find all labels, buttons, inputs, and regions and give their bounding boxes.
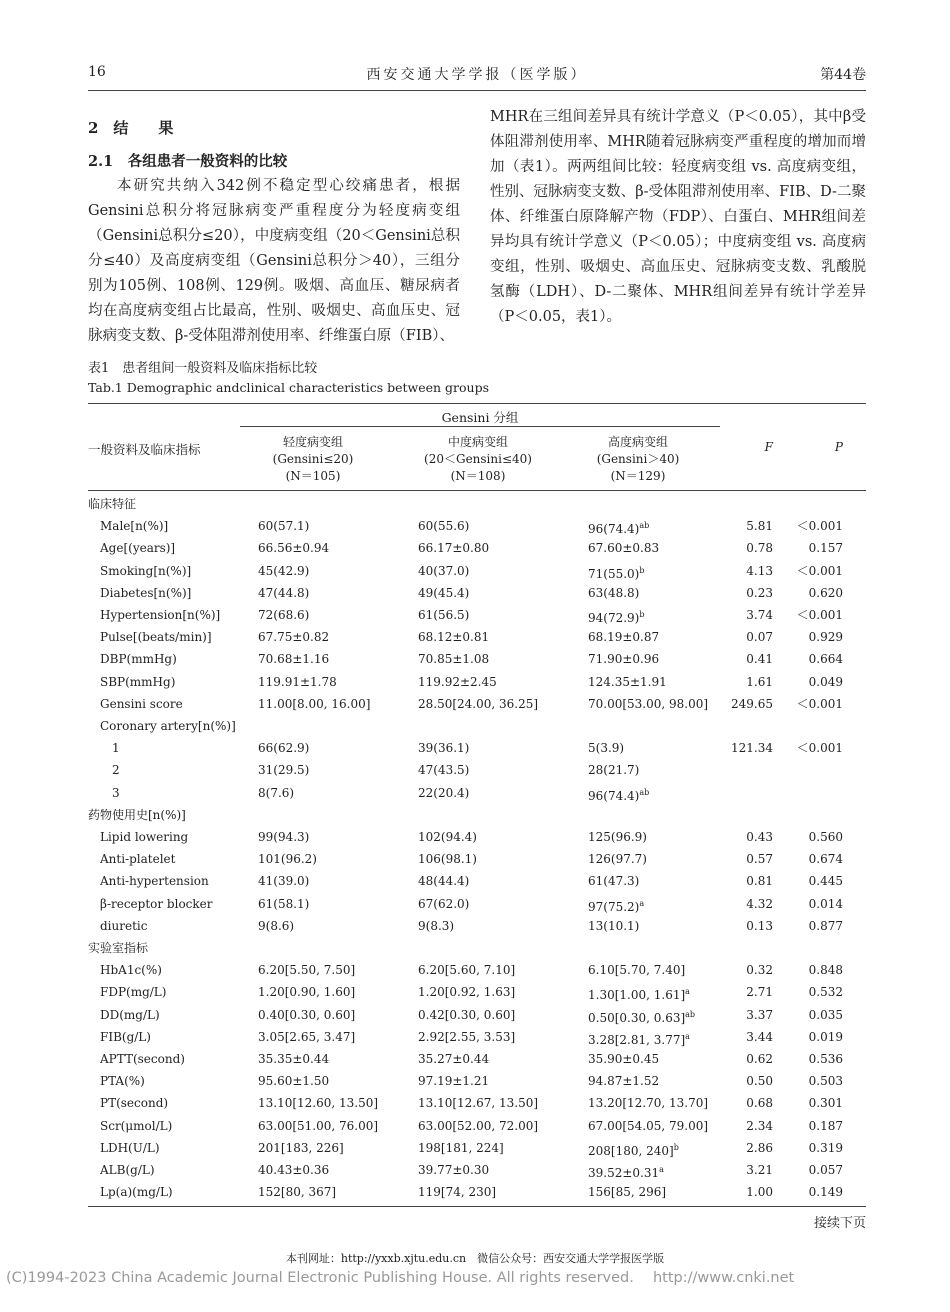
cell-severe: 94.87±1.52 xyxy=(588,1074,660,1089)
cell-mild: 31(29.5) xyxy=(258,763,310,778)
cell-f: 3.44 xyxy=(746,1029,773,1044)
cell-p: 0.187 xyxy=(808,1118,843,1133)
cell-severe: 35.90±0.45 xyxy=(588,1052,660,1066)
row-label: ALB(g/L) xyxy=(100,1163,155,1177)
table-row xyxy=(88,937,866,959)
significance-mark: a xyxy=(639,898,645,908)
table-row xyxy=(88,1181,866,1203)
cell-severe: 67.60±0.83 xyxy=(588,541,660,556)
row-label: Gensini score xyxy=(100,696,183,711)
cell-mild: 3.05[2.65, 3.47] xyxy=(258,1029,356,1044)
significance-mark: a xyxy=(685,987,690,997)
cell-severe-value: 208[180, 240] xyxy=(588,1143,674,1158)
row-label: SBP(mmHg) xyxy=(100,674,176,689)
cell-mild: 72(68.6) xyxy=(258,608,310,622)
cell-severe-value: 96(74.4) xyxy=(588,788,640,803)
table-row xyxy=(88,537,866,559)
group-name: 中度病变组 xyxy=(447,435,508,449)
cell-mild: 6.20[5.50, 7.50] xyxy=(258,963,356,978)
table-row xyxy=(88,1048,866,1070)
cell-p: 0.057 xyxy=(808,1163,843,1177)
significance-mark: a xyxy=(659,1165,664,1174)
table-row xyxy=(88,804,866,826)
table-row xyxy=(88,648,866,670)
row-label: Age[(years)] xyxy=(100,541,176,556)
row-label: 临床特征 xyxy=(88,497,137,511)
cell-mild: 95.60±1.50 xyxy=(258,1074,330,1089)
col-header-p: P xyxy=(834,440,843,454)
row-label: Scr(μmol/L) xyxy=(100,1118,173,1133)
cell-mild: 9(8.6) xyxy=(258,918,295,933)
cell-f: 1.00 xyxy=(746,1185,773,1200)
row-label: PTA(%) xyxy=(100,1074,145,1089)
row-label: Hypertension[n(%)] xyxy=(100,608,221,622)
cell-mild: 119.91±1.78 xyxy=(258,674,337,689)
group-rule xyxy=(240,426,720,427)
cell-f: 121.34 xyxy=(731,741,773,756)
cell-severe: 67.00[54.05, 79.00] xyxy=(588,1118,709,1133)
cell-moderate: 0.42[0.30, 0.60] xyxy=(418,1007,516,1022)
table-row xyxy=(88,715,866,737)
cell-mild: 67.75±0.82 xyxy=(258,630,330,645)
cell-p: 0.560 xyxy=(808,830,843,844)
cell-severe: 13.20[12.70, 13.70] xyxy=(588,1096,709,1111)
cell-p: ＜0.001 xyxy=(796,608,843,622)
significance-mark: ab xyxy=(639,521,650,531)
cell-p: 0.536 xyxy=(808,1052,843,1066)
table-row xyxy=(88,560,866,582)
cell-p: 0.503 xyxy=(808,1074,843,1089)
cell-moderate: 106(98.1) xyxy=(418,852,477,867)
cell-severe: 68.19±0.87 xyxy=(588,630,660,645)
table-row xyxy=(88,1026,866,1048)
table-row xyxy=(88,848,866,870)
cell-severe: 126(97.7) xyxy=(588,852,647,867)
cell-severe: 125(96.9) xyxy=(588,830,647,844)
table-row xyxy=(88,1070,866,1092)
table-row xyxy=(88,870,866,892)
row-label: diuretic xyxy=(100,918,148,933)
cell-p: 0.848 xyxy=(808,963,843,978)
cell-moderate: 1.20[0.92, 1.63] xyxy=(418,985,516,1000)
cell-p: ＜0.001 xyxy=(796,741,843,756)
cell-moderate: 68.12±0.81 xyxy=(418,630,490,645)
significance-mark: ab xyxy=(639,787,650,797)
row-label: Lipid lowering xyxy=(100,830,189,844)
cell-moderate: 61(56.5) xyxy=(418,608,470,622)
row-label: Anti-platelet xyxy=(100,852,176,867)
group-name: 轻度病变组 xyxy=(282,435,343,449)
group-range: (Gensini＞40) xyxy=(596,452,680,466)
cell-severe: 124.35±1.91 xyxy=(588,674,667,689)
cell-p: 0.445 xyxy=(808,874,843,889)
cell-mild: 66(62.9) xyxy=(258,741,310,756)
cell-mild: 60(57.1) xyxy=(258,519,310,534)
group-range: (20＜Gensini≤40) xyxy=(424,452,532,466)
cell-mild: 66.56±0.94 xyxy=(258,541,330,556)
cell-mild: 41(39.0) xyxy=(258,874,310,889)
cell-f: 0.23 xyxy=(746,585,773,600)
table-row xyxy=(88,959,866,981)
row-label: 3 xyxy=(112,785,120,800)
cell-severe: 70.00[53.00, 98.00] xyxy=(588,696,709,711)
cell-severe-value: 71(55.0) xyxy=(588,566,640,581)
cell-moderate: 13.10[12.67, 13.50] xyxy=(418,1096,539,1111)
significance-mark: b xyxy=(639,610,645,619)
cell-severe: 71.90±0.96 xyxy=(588,652,660,667)
table-row xyxy=(88,782,866,804)
table-caption-cn: 表1 患者组间一般资料及临床指标比较 xyxy=(88,361,318,376)
table-row xyxy=(88,671,866,693)
cell-mild: 63.00[51.00, 76.00] xyxy=(258,1118,379,1133)
cell-moderate: 60(55.6) xyxy=(418,519,470,534)
col-header-f: F xyxy=(764,440,773,454)
cell-f: 0.62 xyxy=(746,1052,773,1066)
group-range: (Gensini≤20) xyxy=(272,452,354,466)
table-row xyxy=(88,737,866,759)
subsection-heading: 2.1 各组患者一般资料的比较 xyxy=(88,153,288,170)
cell-severe: 156[85, 296] xyxy=(588,1185,667,1200)
table-row xyxy=(88,759,866,781)
cell-f: 0.13 xyxy=(746,918,773,933)
cell-p: 0.877 xyxy=(808,918,843,933)
cell-mild: 47(44.8) xyxy=(258,585,310,600)
cell-p: 0.674 xyxy=(808,852,843,867)
body-paragraph-left: 本研究共纳入342例不稳定型心绞痛患者，根据Gensini总积分将冠脉病变严重程度分为轻度病变组（Gensini总积分≤20），中度病变组（20＜Gensini总积分≤40）及高度病变组（Gensini总积分＞40），三组分别为105例、108例、129例。吸烟、高血压、糖尿病者均在高度病变组占比最高，性别、吸烟史、高血压史、冠脉病变支数、β-受体阻滞剂使用率、纤维蛋白原（FIB）、 xyxy=(88,178,460,344)
significance-mark: ab xyxy=(685,1009,696,1019)
volume-label: 第44卷 xyxy=(820,67,866,83)
cell-mild: 45(42.9) xyxy=(258,563,310,578)
significance-mark: b xyxy=(639,565,645,575)
table-caption-en: Tab.1 Demographic andclinical characteristics between groups xyxy=(88,380,490,395)
cell-moderate: 9(8.3) xyxy=(418,918,455,933)
row-label: β-receptor blocker xyxy=(100,896,213,911)
row-label: 药物使用史[n(%)] xyxy=(88,807,186,822)
cell-severe-value: 39.52±0.31 xyxy=(588,1166,660,1180)
group-n: (N＝108) xyxy=(450,469,506,483)
cell-f: 4.13 xyxy=(746,563,773,578)
row-label: Anti-hypertension xyxy=(100,874,209,889)
col-header-moderate xyxy=(408,434,548,485)
table-row xyxy=(88,1115,866,1137)
cell-severe: 5(3.9) xyxy=(588,741,625,756)
left-column xyxy=(88,116,460,349)
body-paragraph-right: MHR在三组间差异具有统计学意义（P＜0.05），其中β受体阻滞剂使用率、MHR随着冠脉病变严重程度的增加而增加（表1）。两两组间比较：轻度病变组 vs. 高度病变组，性别、冠脉病变支数、β-受体阻滞剂使用率、FIB、D-二聚体、纤维蛋白原降解产物（FDP）、白蛋白、MHR组间差异均具有统计学意义（P＜0.05）；中度病变组 vs. 高度病变组，性别、吸烟史、高血压史、冠脉病变支数、乳酸脱氢酶（LDH）、D-二聚体、MHR组间差异有统计学差异（P＜0.05，表1）。 xyxy=(490,109,866,325)
cell-mild: 99(94.3) xyxy=(258,830,310,844)
cell-f: 3.74 xyxy=(746,608,773,622)
cell-moderate: 102(94.4) xyxy=(418,830,477,844)
cell-mild: 40.43±0.36 xyxy=(258,1163,330,1177)
cell-mild: 8(7.6) xyxy=(258,785,295,800)
cell-moderate: 63.00[52.00, 72.00] xyxy=(418,1118,539,1133)
cell-moderate: 119.92±2.45 xyxy=(418,674,497,689)
group-header: Gensini 分组 xyxy=(441,410,519,425)
cell-f: 3.37 xyxy=(746,1007,773,1022)
row-label: APTT(second) xyxy=(100,1052,185,1066)
row-label: Smoking[n(%)] xyxy=(100,563,192,578)
row-label: 1 xyxy=(112,741,120,756)
cell-moderate: 2.92[2.55, 3.53] xyxy=(418,1029,516,1044)
cell-p: 0.049 xyxy=(808,674,843,689)
cell-moderate: 49(45.4) xyxy=(418,585,470,600)
cell-mild: 35.35±0.44 xyxy=(258,1052,330,1066)
cell-f: 0.78 xyxy=(746,541,773,556)
table-top-rule xyxy=(88,403,866,404)
table-row xyxy=(88,1092,866,1114)
col-header-item: 一般资料及临床指标 xyxy=(88,442,201,457)
table-row xyxy=(88,515,866,537)
table-row xyxy=(88,826,866,848)
row-label: DD(mg/L) xyxy=(100,1007,160,1022)
cell-f: 0.32 xyxy=(746,963,773,978)
cell-mild: 101(96.2) xyxy=(258,852,317,867)
table-row xyxy=(88,1137,866,1159)
page-number: 16 xyxy=(88,64,106,80)
table-row xyxy=(88,693,866,715)
cell-p: 0.929 xyxy=(808,630,843,645)
cell-severe-value: 96(74.4) xyxy=(588,522,640,537)
group-n: (N＝105) xyxy=(285,469,341,483)
cell-f: 2.34 xyxy=(746,1118,773,1133)
row-label: DBP(mmHg) xyxy=(100,652,177,667)
table-row xyxy=(88,1004,866,1026)
cell-severe: 63(48.8) xyxy=(588,585,640,600)
cell-severe: 28(21.7) xyxy=(588,763,640,778)
copyright-watermark: (C)1994-2023 China Academic Journal Electronic Publishing House. All rights reserved. http://www.cnki.net xyxy=(6,1270,795,1286)
row-label: Pulse[(beats/min)] xyxy=(100,630,212,645)
cell-severe-value: 3.28[2.81, 3.77] xyxy=(588,1032,686,1047)
cell-f: 0.50 xyxy=(746,1074,773,1089)
cell-mild: 0.40[0.30, 0.60] xyxy=(258,1007,356,1022)
table-row xyxy=(88,981,866,1003)
cell-f: 1.61 xyxy=(746,674,773,689)
row-label: PT(second) xyxy=(100,1096,169,1111)
cell-p: 0.149 xyxy=(808,1185,843,1200)
cell-mild: 201[183, 226] xyxy=(258,1140,344,1155)
table-row xyxy=(88,582,866,604)
cell-moderate: 70.85±1.08 xyxy=(418,652,490,667)
cell-f: 0.41 xyxy=(746,652,773,667)
row-label: Diabetes[n(%)] xyxy=(100,585,192,600)
cell-f: 0.07 xyxy=(746,630,773,645)
cell-moderate: 39(36.1) xyxy=(418,741,470,756)
cell-moderate: 22(20.4) xyxy=(418,785,470,800)
cell-moderate: 39.77±0.30 xyxy=(418,1163,490,1177)
cell-mild: 13.10[12.60, 13.50] xyxy=(258,1096,379,1111)
cell-severe: 61(47.3) xyxy=(588,874,640,889)
cell-f: 0.68 xyxy=(746,1096,773,1111)
row-label: FDP(mg/L) xyxy=(100,985,167,1000)
cell-p: 0.532 xyxy=(808,985,843,1000)
group-n: (N＝129) xyxy=(610,469,666,483)
cell-p: 0.301 xyxy=(808,1096,843,1111)
cell-f: 3.21 xyxy=(746,1163,773,1177)
cell-p: 0.014 xyxy=(808,896,843,911)
cell-p: 0.019 xyxy=(808,1029,843,1044)
cell-moderate: 67(62.0) xyxy=(418,896,470,911)
cell-p: 0.620 xyxy=(808,585,843,600)
cell-f: 2.86 xyxy=(746,1140,773,1155)
table-row xyxy=(88,626,866,648)
header-rule xyxy=(88,90,866,91)
cell-p: ＜0.001 xyxy=(796,563,843,578)
table-bottom-rule xyxy=(88,1206,866,1207)
cell-severe-value: 97(75.2) xyxy=(588,899,640,914)
cell-moderate: 198[181, 224] xyxy=(418,1140,504,1155)
running-header xyxy=(88,64,866,84)
col-header-mild xyxy=(253,434,373,485)
significance-mark: b xyxy=(673,1142,679,1152)
cell-f: 0.43 xyxy=(746,830,773,844)
journal-title: 西安交通大学学报（医学版） xyxy=(366,67,588,83)
right-column xyxy=(490,105,866,330)
cell-f: 0.57 xyxy=(746,852,773,867)
cell-mild: 70.68±1.16 xyxy=(258,652,330,667)
cell-mild: 152[80, 367] xyxy=(258,1185,337,1200)
row-label: 2 xyxy=(112,763,120,778)
table-row xyxy=(88,1159,866,1181)
table-row xyxy=(88,893,866,915)
cell-severe-value: 0.50[0.30, 0.63] xyxy=(588,1010,686,1025)
cell-p: 0.319 xyxy=(808,1140,843,1155)
cell-mild: 1.20[0.90, 1.60] xyxy=(258,985,356,1000)
cell-moderate: 119[74, 230] xyxy=(418,1185,497,1200)
cell-severe: 6.10[5.70, 7.40] xyxy=(588,963,686,978)
table-row xyxy=(88,604,866,626)
table-header-rule xyxy=(88,490,866,491)
cell-f: 5.81 xyxy=(746,519,773,534)
cell-p: 0.157 xyxy=(808,541,843,556)
table-row xyxy=(88,915,866,937)
cell-moderate: 47(43.5) xyxy=(418,763,470,778)
cell-severe-value: 94(72.9) xyxy=(588,611,640,625)
cell-p: ＜0.001 xyxy=(796,519,843,534)
table-row xyxy=(88,493,866,515)
row-label: 实验室指标 xyxy=(88,941,149,955)
col-header-severe xyxy=(578,434,698,485)
cell-f: 2.71 xyxy=(746,985,773,1000)
cell-mild: 61(58.1) xyxy=(258,896,310,911)
row-label: Male[n(%)] xyxy=(100,519,169,534)
row-label: Lp(a)(mg/L) xyxy=(100,1185,173,1200)
cell-moderate: 66.17±0.80 xyxy=(418,541,490,556)
row-label: LDH(U/L) xyxy=(100,1140,160,1155)
cell-moderate: 6.20[5.60, 7.10] xyxy=(418,963,516,978)
cell-severe-value: 1.30[1.00, 1.61] xyxy=(588,988,686,1003)
section-heading: 2 结 果 xyxy=(88,119,174,137)
cell-p: 0.664 xyxy=(808,652,843,667)
group-name: 高度病变组 xyxy=(607,435,668,449)
cell-severe: 13(10.1) xyxy=(588,918,640,933)
cell-f: 0.81 xyxy=(746,874,773,889)
row-label: HbA1c(%) xyxy=(100,963,162,978)
row-label: Coronary artery[n(%)] xyxy=(100,719,236,733)
cell-f: 4.32 xyxy=(746,896,773,911)
page-footer: 本刊网址：http://yxxb.xjtu.edu.cn 微信公众号：西安交通大学学报医学版 xyxy=(285,1252,665,1265)
continued-note: 接续下页 xyxy=(813,1216,866,1231)
significance-mark: a xyxy=(685,1031,690,1041)
cell-mild: 11.00[8.00, 16.00] xyxy=(258,696,371,711)
cell-f: 249.65 xyxy=(731,696,773,711)
cell-p: 0.035 xyxy=(808,1007,843,1022)
cell-moderate: 48(44.4) xyxy=(418,874,470,889)
cell-moderate: 97.19±1.21 xyxy=(418,1074,490,1089)
cell-moderate: 40(37.0) xyxy=(418,563,470,578)
cell-moderate: 35.27±0.44 xyxy=(418,1052,490,1066)
cell-moderate: 28.50[24.00, 36.25] xyxy=(418,696,539,711)
cell-p: ＜0.001 xyxy=(796,696,843,711)
row-label: FIB(g/L) xyxy=(100,1029,151,1044)
